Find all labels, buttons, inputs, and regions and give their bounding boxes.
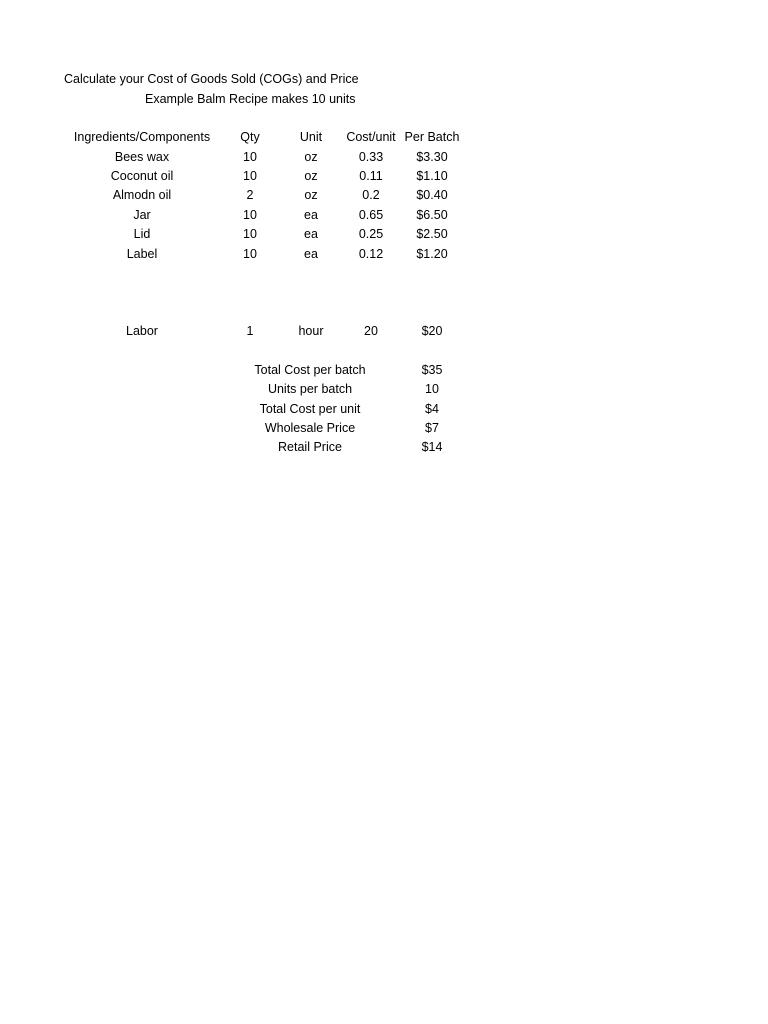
header-unit: Unit: [299, 130, 323, 144]
header-cost-unit: Cost/unit: [346, 130, 396, 144]
summary-label: Total Cost per unit: [259, 402, 361, 416]
summary-value: $4: [425, 402, 439, 416]
cell-qty: 10: [243, 247, 257, 261]
header-ingredients: Ingredients/Components: [73, 130, 211, 144]
summary-label: Units per batch: [267, 382, 353, 396]
cell-cost-unit: 0.2: [362, 188, 380, 202]
cell-per-batch: $1.10: [416, 169, 448, 183]
summary-label: Retail Price: [278, 440, 342, 454]
cell-qty: 2: [246, 188, 254, 202]
page-subtitle: Example Balm Recipe makes 10 units: [145, 92, 356, 106]
header-per-batch: Per Batch: [404, 130, 460, 144]
summary-value: $7: [425, 421, 439, 435]
cell-unit: ea: [304, 227, 318, 241]
labor-cost-unit: 20: [364, 324, 378, 338]
cell-ingredient: Almodn oil: [112, 188, 172, 202]
cell-ingredient: Jar: [133, 208, 151, 222]
summary-value: 10: [425, 382, 439, 396]
cell-per-batch: $2.50: [416, 227, 448, 241]
summary-label: Total Cost per batch: [254, 363, 366, 377]
cell-ingredient: Label: [126, 247, 158, 261]
summary-value: $14: [421, 440, 443, 454]
summary-label: Wholesale Price: [264, 421, 356, 435]
cell-unit: oz: [304, 150, 318, 164]
cell-unit: ea: [304, 208, 318, 222]
cell-ingredient: Coconut oil: [110, 169, 174, 183]
cell-cost-unit: 0.65: [358, 208, 384, 222]
cell-per-batch: $0.40: [416, 188, 448, 202]
cell-per-batch: $3.30: [416, 150, 448, 164]
cell-cost-unit: 0.12: [358, 247, 384, 261]
header-qty: Qty: [240, 130, 260, 144]
cell-cost-unit: 0.25: [358, 227, 384, 241]
cell-unit: oz: [304, 169, 318, 183]
labor-qty: 1: [246, 324, 254, 338]
cell-per-batch: $6.50: [416, 208, 448, 222]
cell-qty: 10: [243, 169, 257, 183]
cell-ingredient: Bees wax: [114, 150, 170, 164]
cell-cost-unit: 0.11: [359, 169, 383, 183]
cell-qty: 10: [243, 208, 257, 222]
summary-value: $35: [421, 363, 443, 377]
labor-unit: hour: [298, 324, 324, 338]
page-title: Calculate your Cost of Goods Sold (COGs) and Price: [64, 72, 359, 86]
cell-unit: ea: [304, 247, 318, 261]
labor-label: Labor: [126, 324, 158, 338]
cell-unit: oz: [304, 188, 318, 202]
cell-per-batch: $1.20: [416, 247, 448, 261]
cell-cost-unit: 0.33: [358, 150, 384, 164]
labor-per-batch: $20: [421, 324, 443, 338]
cell-qty: 10: [243, 150, 257, 164]
cell-qty: 10: [243, 227, 257, 241]
cell-ingredient: Lid: [133, 227, 151, 241]
